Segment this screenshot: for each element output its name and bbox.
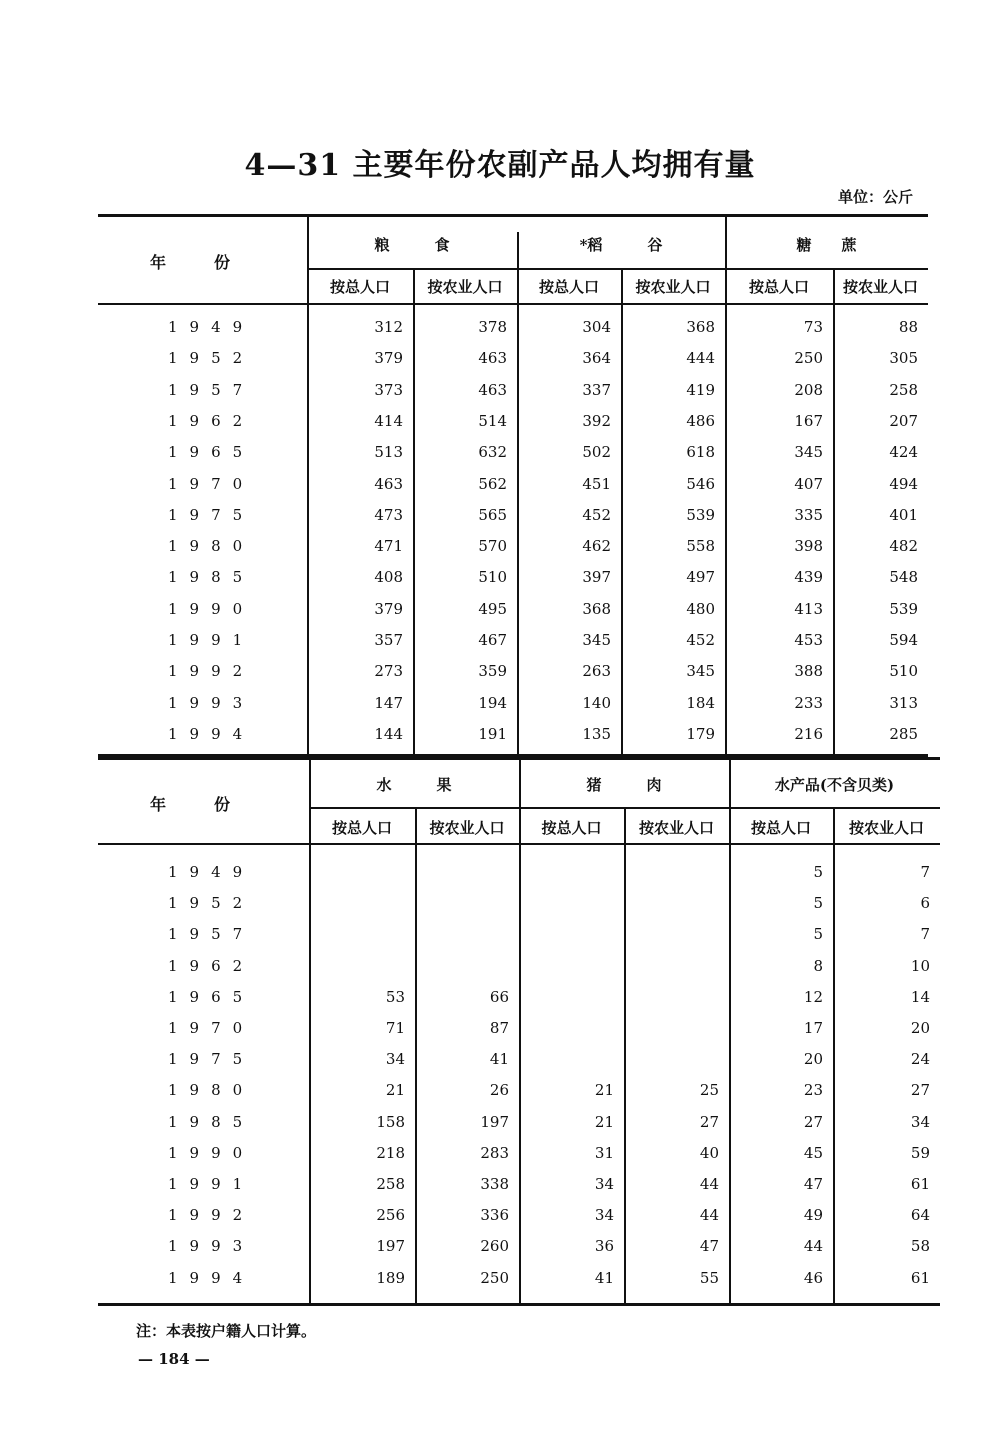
table1-value-cell: 304 [582,318,611,336]
table2-value-cell: 21 [594,1112,614,1131]
table2-value-cell: 7 [920,925,930,944]
table2-value-cell: 336 [480,1206,509,1225]
table1-subheader: 按总人口 [748,278,809,296]
table1-value-cell: 398 [794,537,823,556]
table2-value-cell: 258 [376,1175,405,1193]
table2-value-cell: 27 [910,1081,930,1100]
table1-value-cell: 408 [374,568,403,587]
table2-value-cell: 189 [376,1268,405,1287]
table1-value-cell: 562 [478,474,507,493]
table1-value-cell: 378 [478,318,507,336]
table1-value-cell: 463 [478,349,507,368]
table2-value-cell: 21 [385,1081,405,1100]
table1-year-cell: 1991 [168,631,255,649]
column-divider [833,268,835,754]
table2-value-cell: 44 [699,1206,719,1225]
table1-value-cell: 462 [582,537,611,556]
table1-value-cell: 345 [686,662,715,681]
table1-subheader: 按农业人口 [635,278,711,296]
table1-value-cell: 397 [582,568,611,587]
table1-value-cell: 88 [898,318,918,336]
table2-value-cell: 41 [594,1268,614,1287]
table1-year-cell: 1970 [168,474,255,493]
table2-value-cell: 250 [480,1268,509,1287]
table1-group-header: 糖 蔗 [796,236,857,254]
table2-year-cell: 1952 [168,894,255,913]
table1-value-cell: 392 [582,411,611,430]
table2-value-cell: 34 [910,1112,930,1131]
table1-value-cell: 565 [478,505,507,524]
table2-year-cell: 1970 [168,1019,255,1037]
table2-value-cell: 34 [594,1175,614,1193]
rule-line [98,1303,940,1306]
table1-value-cell: 144 [374,724,403,743]
table1-value-cell: 368 [582,599,611,618]
table1-value-cell: 313 [889,693,918,712]
table2-value-cell: 12 [803,987,823,1006]
column-divider [833,807,835,1303]
table1-value-cell: 379 [374,349,403,368]
table1-year-cell: 1957 [168,380,255,399]
table1-value-cell: 407 [794,474,823,493]
table1-value-cell: 312 [374,318,403,336]
table1-value-cell: 135 [582,724,611,743]
table2-year-cell: 1992 [168,1206,255,1225]
table1-year-cell: 1992 [168,662,255,681]
table1-value-cell: 439 [794,568,823,587]
table1-value-cell: 513 [374,443,403,462]
table2-value-cell: 10 [910,956,930,975]
table1-value-cell: 335 [794,505,823,524]
table2-value-cell: 31 [594,1143,614,1162]
table2-year-cell: 1993 [168,1237,255,1256]
table1-value-cell: 401 [889,505,918,524]
table1-value-cell: 258 [889,380,918,399]
table2-value-cell: 27 [803,1112,823,1131]
table1-value-cell: 273 [374,662,403,681]
table1-value-cell: 486 [686,411,715,430]
table2-subheader: 按总人口 [541,819,602,837]
table2-value-cell: 36 [594,1237,614,1256]
table2-year-cell: 1985 [168,1112,255,1131]
table1-value-cell: 502 [582,443,611,462]
table1-value-cell: 510 [478,568,507,587]
table2-value-cell: 283 [480,1143,509,1162]
table2-value-cell: 20 [910,1019,930,1037]
table1-value-cell: 233 [794,693,823,712]
table1-value-cell: 140 [582,693,611,712]
table1-year-cell: 1952 [168,349,255,368]
table1-value-cell: 419 [686,380,715,399]
table1-subheader: 按农业人口 [427,278,503,296]
table2-value-cell: 256 [376,1206,405,1225]
table2-value-cell: 34 [594,1206,614,1225]
table2-value-cell: 34 [385,1050,405,1069]
table2-value-cell: 23 [803,1081,823,1100]
table1-value-cell: 594 [889,631,918,649]
table2-value-cell: 5 [813,925,823,944]
table1-value-cell: 570 [478,537,507,556]
table2-group-header: 猪 肉 [586,776,662,794]
table1-value-cell: 444 [686,349,715,368]
table1-value-cell: 510 [889,662,918,681]
table2-value-cell: 24 [910,1050,930,1069]
table2-year-cell: 1962 [168,956,255,975]
table1-value-cell: 184 [686,693,715,712]
table2-value-cell: 40 [699,1143,719,1162]
table1-value-cell: 453 [794,631,823,649]
table2-year-cell: 1991 [168,1175,255,1193]
page-title: 4—31 主要年份农副产品人均拥有量 [244,148,756,183]
table1-value-cell: 379 [374,599,403,618]
rule-line [307,268,928,270]
table1-value-cell: 471 [374,537,403,556]
table2-value-cell: 7 [920,863,930,881]
column-divider [729,757,731,1303]
table2-value-cell: 41 [489,1050,509,1069]
rule-line [98,303,928,305]
table2-value-cell: 260 [480,1237,509,1256]
table1-subheader: 按总人口 [538,278,599,296]
table1-value-cell: 364 [582,349,611,368]
table2-year-cell: 1990 [168,1143,255,1162]
table1-subheader: 按农业人口 [842,278,918,296]
table2-value-cell: 55 [699,1268,719,1287]
table1-year-cell: 1965 [168,443,255,462]
table2-value-cell: 197 [480,1112,509,1131]
table2-value-cell: 49 [803,1206,823,1225]
table2-year-cell: 1994 [168,1268,255,1287]
table2-value-cell: 26 [489,1081,509,1100]
table1-subheader: 按总人口 [329,278,390,296]
table1-value-cell: 359 [478,662,507,681]
column-divider [624,807,626,1303]
table1-year-cell: 1994 [168,724,255,743]
table1-value-cell: 357 [374,631,403,649]
table2-value-cell: 44 [699,1175,719,1193]
table1-year-cell: 1975 [168,505,255,524]
table1-year-cell: 1949 [168,318,255,336]
table1-year-cell: 1962 [168,411,255,430]
table2-group-header: 水产品(不含贝类) [774,776,895,794]
table1-value-cell: 546 [686,474,715,493]
table1-value-cell: 424 [889,443,918,462]
table2-value-cell: 5 [813,863,823,881]
column-divider [517,232,519,754]
table1-year-header: 年 份 [150,253,231,272]
table2-value-cell: 61 [910,1268,930,1287]
table2-value-cell: 58 [910,1237,930,1256]
table1-value-cell: 194 [478,693,507,712]
table1-value-cell: 497 [686,568,715,587]
column-divider [415,807,417,1303]
table1-value-cell: 548 [889,568,918,587]
table1-value-cell: 305 [889,349,918,368]
table1-value-cell: 345 [582,631,611,649]
table1-value-cell: 73 [803,318,823,336]
table1-value-cell: 216 [794,724,823,743]
footnote: 注：本表按户籍人口计算。 [136,1322,317,1340]
table2-value-cell: 59 [910,1143,930,1162]
table2-subheader: 按农业人口 [429,819,505,837]
table2-subheader: 按农业人口 [848,819,924,837]
table1-year-cell: 1985 [168,568,255,587]
table2-value-cell: 45 [803,1143,823,1162]
table1-value-cell: 463 [374,474,403,493]
table2-value-cell: 8 [813,956,823,975]
table1-value-cell: 632 [478,443,507,462]
table1-value-cell: 495 [478,599,507,618]
rule-line [98,214,928,217]
table1-value-cell: 473 [374,505,403,524]
table2-value-cell: 87 [489,1019,509,1037]
table1-value-cell: 167 [794,411,823,430]
table2-value-cell: 44 [803,1237,823,1256]
table2-value-cell: 6 [920,894,930,913]
table2-value-cell: 5 [813,894,823,913]
table2-year-cell: 1975 [168,1050,255,1069]
table1-value-cell: 337 [582,380,611,399]
page-number: — 184 — [138,1350,210,1368]
table2-value-cell: 14 [910,987,930,1006]
table2-value-cell: 218 [376,1143,405,1162]
table2-subheader: 按总人口 [331,819,392,837]
table1-value-cell: 263 [582,662,611,681]
table2-value-cell: 20 [803,1050,823,1069]
table2-value-cell: 27 [699,1112,719,1131]
table2-value-cell: 61 [910,1175,930,1193]
table1-value-cell: 368 [686,318,715,336]
table1-value-cell: 482 [889,537,918,556]
table2-value-cell: 197 [376,1237,405,1256]
table1-value-cell: 451 [582,474,611,493]
table1-value-cell: 467 [478,631,507,649]
table2-value-cell: 158 [376,1112,405,1131]
table1-value-cell: 539 [686,505,715,524]
table1-value-cell: 388 [794,662,823,681]
table2-subheader: 按总人口 [750,819,811,837]
table1-value-cell: 452 [582,505,611,524]
table2-year-cell: 1949 [168,863,255,881]
table1-value-cell: 414 [374,411,403,430]
table1-group-header: 粮 食 [374,236,450,254]
table2-value-cell: 47 [699,1237,719,1256]
unit-label: 单位：公斤 [838,188,914,206]
table1-value-cell: 452 [686,631,715,649]
table1-year-cell: 1990 [168,599,255,618]
column-divider [413,268,415,754]
table2-value-cell: 21 [594,1081,614,1100]
table2-value-cell: 71 [385,1019,405,1037]
table1-value-cell: 558 [686,537,715,556]
table2-year-cell: 1965 [168,987,255,1006]
table1-value-cell: 480 [686,599,715,618]
table1-value-cell: 618 [686,443,715,462]
table1-value-cell: 208 [794,380,823,399]
table2-year-header: 年 份 [150,795,231,814]
table2-value-cell: 66 [489,987,509,1006]
table1-value-cell: 250 [794,349,823,368]
table1-value-cell: 345 [794,443,823,462]
table1-group-header: *稻 谷 [579,236,663,254]
table2-value-cell: 25 [699,1081,719,1100]
table2-value-cell: 46 [803,1268,823,1287]
table1-value-cell: 539 [889,599,918,618]
table2-value-cell: 64 [910,1206,930,1225]
column-divider [309,757,311,1303]
table2-value-cell: 53 [385,987,405,1006]
table1-value-cell: 494 [889,474,918,493]
table2-value-cell: 47 [803,1175,823,1193]
table1-value-cell: 179 [686,724,715,743]
table1-value-cell: 191 [478,724,507,743]
table1-value-cell: 147 [374,693,403,712]
table1-value-cell: 413 [794,599,823,618]
column-divider [519,757,521,1303]
table2-value-cell: 17 [803,1019,823,1037]
table1-year-cell: 1993 [168,693,255,712]
table1-value-cell: 373 [374,380,403,399]
table2-subheader: 按农业人口 [638,819,714,837]
column-divider [621,268,623,754]
table1-year-cell: 1980 [168,537,255,556]
table2-year-cell: 1957 [168,925,255,944]
table1-value-cell: 463 [478,380,507,399]
table1-value-cell: 285 [889,724,918,743]
table2-group-header: 水 果 [376,776,452,794]
table2-year-cell: 1980 [168,1081,255,1100]
table1-value-cell: 514 [478,411,507,430]
table2-value-cell: 338 [480,1175,509,1193]
table1-value-cell: 207 [889,411,918,430]
